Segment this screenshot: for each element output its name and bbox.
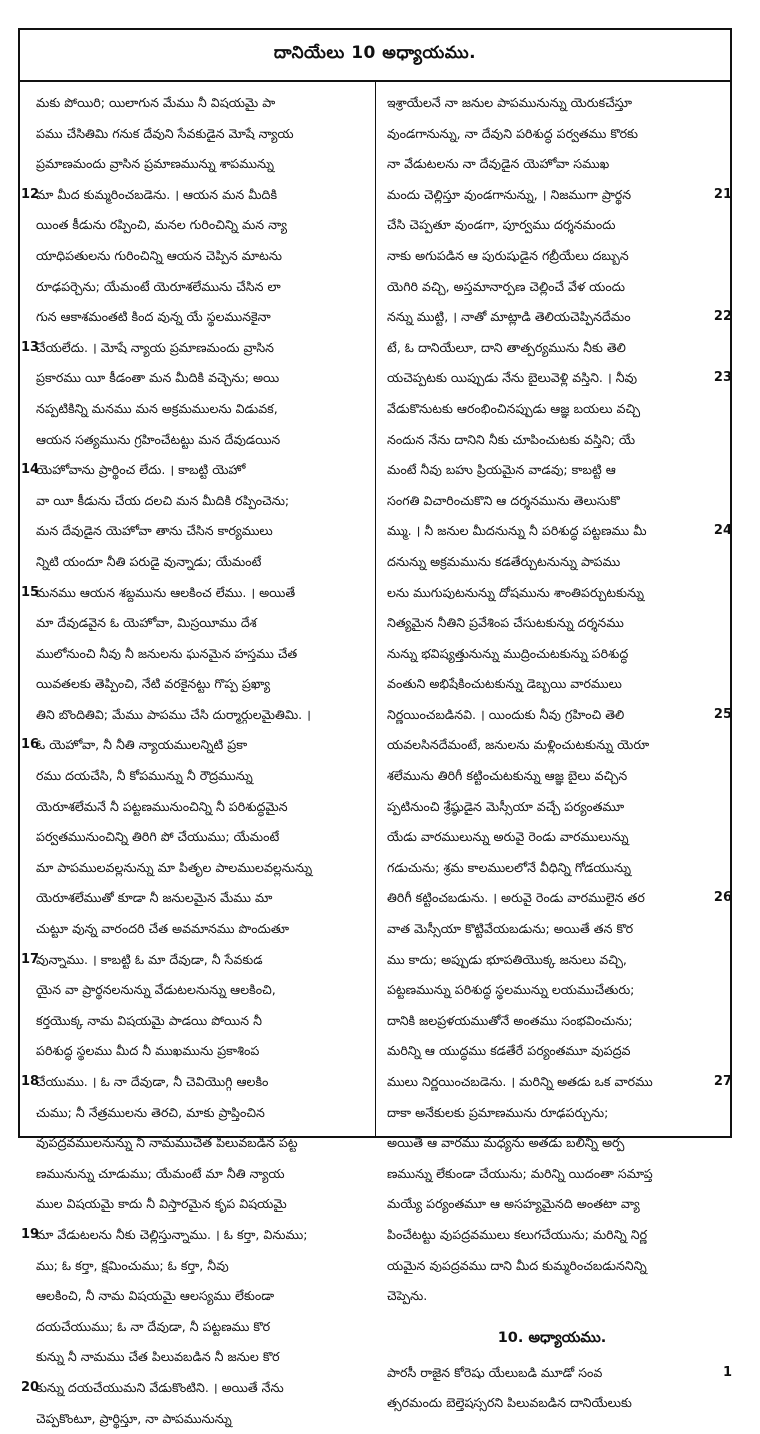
verse-number: 15 — [21, 584, 40, 600]
line-text: యచెప్పటకు యిప్పుడు నేను బైలువెళ్లి వస్తిని. । నీవు — [387, 370, 638, 386]
line-text: మా వేడుటలను నీకు చెల్లిస్తున్నాము. । ఓ కర్తా, వినుము; — [36, 1226, 308, 1242]
line-text: వంతుని అభిషేకించుటకున్ను డెబ్బయి వారములు — [387, 676, 622, 692]
verse-number: 13 — [21, 339, 40, 355]
verse-number: 18 — [21, 1074, 40, 1089]
line-text: వేడుకొనుటకు ఆరంభించినప్పుడు ఆజ్ఞ బయలు వచ్చి — [387, 400, 641, 416]
text-line — [387, 578, 717, 609]
line-text: చెప్పకొంటూ, ప్రార్థిస్తూ, నా పాపమునున్ను — [36, 1410, 232, 1426]
line-text: ప్రమాణమందు వ్రాసిన ప్రమాణమున్ను శాపమున్ను — [36, 156, 274, 172]
line-text: సంగతి విచారించుకొని ఆ దర్శనమును తెలుసుకొ — [387, 492, 620, 508]
line-text: మనము ఆయన శబ్దమును ఆలకించ లేము. । అయితే — [36, 584, 296, 600]
line-text: ఓ యెహోవా, నీ నీతి న్యాయములన్నిటి ప్రకా — [36, 737, 248, 753]
text-line — [21, 180, 367, 211]
text-line — [36, 822, 367, 853]
line-text: టే, ఓ దానియేలూ, దాని తాత్పర్యమును నీకు తెలి — [387, 339, 626, 355]
verse-number: 19 — [21, 1226, 40, 1242]
text-line — [36, 914, 367, 945]
line-text: ము కాదు; అప్పుడు భూపతియొక్క జనులు వచ్చి, — [387, 951, 627, 967]
text-line — [36, 1098, 367, 1129]
text-line — [387, 669, 717, 700]
line-text: తిరిగీ కట్టించబడును. । అరువై రెండు వారములైన తర — [387, 890, 645, 906]
text-line — [36, 1312, 367, 1343]
line-text: గున ఆకాశమంతటి కింద వున్న యే స్థలమునకైనా — [36, 309, 271, 325]
text-line — [387, 88, 717, 119]
line-text: ణమునున్ను చూడుము; యేమంటే మా నీతి న్యాయ — [36, 1165, 285, 1181]
text-line — [387, 975, 717, 1006]
text-line — [36, 1281, 367, 1312]
line-text: యెగిరి వచ్చి, అస్తమానార్పణ చెల్లించే వేళ యందు — [387, 278, 625, 294]
text-line — [36, 1006, 367, 1037]
text-line — [387, 241, 717, 272]
text-line — [36, 394, 367, 425]
text-line — [387, 180, 732, 211]
verse-number: 26 — [713, 890, 732, 906]
line-text: నప్పటికిన్ని మనము మన అక్రమములను విడువక, — [36, 400, 278, 416]
page-frame — [18, 28, 732, 1426]
line-text: మందు చెల్లిస్తూ వుండగానున్ను, । నిజముగా ప్రార్థన — [387, 186, 632, 202]
text-line — [387, 1220, 717, 1251]
line-text: చేయలేదు. । మోషే న్యాయ ప్రమాణమందు వ్రాసిన — [36, 339, 274, 355]
text-line — [387, 1006, 717, 1037]
line-text: వాత మెస్సీయా కొట్టివేయబడును; అయితే తన కొర — [387, 921, 634, 937]
line-text: లను ముగుపుటనున్ను దోషమును శాంతిపర్చుటకున్ను — [387, 584, 645, 600]
line-text: చుట్టూ వున్న వారందరి చేత అవమానము పొందుతూ — [36, 921, 290, 937]
line-text: పరిశుద్ధ స్థలము మీద నీ ముఖమును ప్రకాశింప — [36, 1043, 260, 1059]
text-line — [36, 1036, 367, 1067]
line-text: యెరూశలేమనే నీ పట్టణమునుంచిన్ని నీ పరిశుద్ధమైన — [36, 798, 288, 814]
line-text: మయ్యే పర్యంతమూ ఆ అసహ్యమైనది అంతటా వ్యా — [387, 1196, 640, 1212]
text-line — [36, 210, 367, 241]
line-text: మా మీద కుమ్మరించబడెను. । ఆయన మన మీదికి — [36, 186, 278, 202]
line-text: యమైన వుపద్రవము దాని మీద కుమ్మరించబడుననిన్ని — [387, 1257, 647, 1273]
text-line — [36, 1189, 367, 1220]
two-column-body — [20, 82, 732, 1426]
text-line — [36, 1342, 367, 1373]
line-text: రము దయచేసి, నీ కోపమున్ను నీ రౌద్రమున్ను — [36, 768, 253, 784]
text-line — [387, 1251, 717, 1282]
line-text: ఇశ్రాయేలనే నా జనుల పాపమునున్ను యెరుకచేస్తూ — [387, 95, 633, 110]
line-text: వున్నాము. । కాబట్టి ఓ మా దేవుడా, నీ సేవకుడ — [36, 951, 263, 967]
line-text: యింత కీడును రప్పించి, మనల గురించిన్ని మన న్యా — [36, 217, 288, 233]
verse-number: 27 — [713, 1074, 732, 1089]
line-text: ఆయన సత్యమును గ్రహించేటట్టు మన దేవుడయిన — [36, 431, 281, 447]
text-line — [36, 1159, 367, 1190]
text-line — [36, 363, 367, 394]
line-text: మా పాపములవల్లనున్ను మా పితృల పాలములవల్లనున్ను — [36, 859, 313, 875]
text-line — [387, 700, 732, 731]
line-text: పము చేసితిమి గనుక దేవుని సేవకుడైన మోషే న్యాయ — [36, 125, 294, 141]
text-line — [36, 241, 367, 272]
line-text: ప్పటినుంచి శ్రేష్ఠుడైన మెస్సీయా వచ్చే పర్యంతమూ — [387, 798, 625, 814]
line-text: వుండగానున్ను, నా దేవుని పరిశుద్ధ పర్వతము కొరకు — [387, 125, 638, 141]
text-line — [387, 792, 717, 823]
text-line — [387, 363, 732, 394]
text-line — [387, 1098, 717, 1129]
text-line — [387, 302, 732, 333]
text-line — [36, 302, 367, 333]
verse-number: 12 — [21, 186, 40, 202]
text-line — [36, 547, 367, 578]
line-text: చేయుము. । ఓ నా దేవుడా, నీ చెవియొగ్గి ఆలకిం — [36, 1074, 269, 1089]
line-text: ప్రకారము యీ కీడంతా మన మీదికి వచ్చెను; అయి — [36, 370, 280, 386]
text-line — [387, 730, 717, 761]
verse-number: 1 — [722, 1364, 732, 1380]
text-line — [387, 761, 717, 792]
text-line — [36, 975, 367, 1006]
text-line — [387, 1388, 717, 1419]
text-line — [387, 883, 732, 914]
line-text: మా దేవుడవైన ఓ యెహోవా, మిస్రయీము దేశ — [36, 615, 257, 631]
verse-number: 25 — [713, 706, 732, 722]
text-line — [36, 608, 367, 639]
text-line — [21, 578, 367, 609]
line-text: నందున నేను దానిని నీకు చూపించుటకు వస్తిని; యే — [387, 431, 636, 447]
line-text: మ్ము. । నీ జనుల మీదనున్ను నీ పరిశుద్ధ పట్టణము మీ — [387, 523, 647, 539]
right-column-lines — [387, 88, 732, 1312]
line-text: మంటే నీవు బహు ప్రియమైన వాడవు; కాబట్టి ఆ — [387, 462, 616, 478]
text-line — [36, 486, 367, 517]
line-text: కున్ను దయచేయుమని వేడుకొంటిని. । అయితే నేను — [36, 1379, 284, 1395]
text-line — [387, 1036, 717, 1067]
line-text: నున్ను భవిష్యత్తునున్ను ముద్రించుటకున్ను పరిశుద్ధ — [387, 645, 629, 661]
line-text: నన్ను ముట్టి, । నాతో మాట్లాడి తెలియచెప్పినదేమం — [387, 309, 631, 325]
text-line — [387, 1189, 717, 1220]
verse-number: 16 — [21, 737, 40, 753]
line-text: యెహోవాను ప్రార్థించ లేదు. । కాబట్టి యెహో — [36, 462, 246, 478]
line-text: వా యీ కీడును చేయ దలచి మన మీదికి రప్పించెను; — [36, 492, 290, 508]
text-line — [36, 853, 367, 884]
text-line — [387, 486, 717, 517]
line-text: యేడు వారములున్ను అరువై రెండు వారములున్ను — [387, 829, 629, 845]
line-text: నిర్ణయించబడినవి. । యిందుకు నీవు గ్రహించి తెలి — [387, 706, 625, 722]
text-line — [36, 792, 367, 823]
text-line — [387, 914, 717, 945]
text-line — [36, 1404, 367, 1434]
line-text: రూఢపర్చెను; యేమంటే యెరూశలేమును చేసిన లా — [36, 278, 281, 294]
text-line — [36, 425, 367, 456]
text-line — [387, 1281, 717, 1312]
text-line — [387, 1159, 717, 1190]
text-line — [387, 608, 717, 639]
text-line — [36, 639, 367, 670]
text-line — [387, 945, 717, 976]
text-line — [21, 1373, 367, 1404]
line-text: చెప్పెను. — [387, 1288, 428, 1304]
line-text: వుపద్రవములనున్ను నీ నామముచేత పిలువబడిన పట్ట — [36, 1135, 298, 1151]
line-text: యైన వా ప్రార్థనలనున్ను వేడుటలనున్ను ఆలకించి, — [36, 982, 276, 998]
line-text: ముల విషయమై కాదు నీ విస్తారమైన కృప విషయమై — [36, 1196, 287, 1212]
text-line — [36, 700, 367, 731]
line-text: చుము; నీ నేత్రములను తెరచి, మాకు ప్రాప్తించిన — [36, 1104, 265, 1120]
line-text: పారసీ రాజైన కోరెషు యేలుబడి మూడో సంవ — [387, 1364, 603, 1380]
line-text: గడుచును; శ్రమ కాలములలోనే వీధిన్ని గోడయున్ను — [387, 859, 631, 875]
text-line — [36, 761, 367, 792]
text-line — [21, 333, 367, 364]
right-column — [377, 82, 733, 1411]
text-line — [36, 883, 367, 914]
text-line — [387, 149, 717, 180]
page-title: దానియేలు 10 అధ్యాయము. — [273, 43, 477, 63]
line-text: కున్ను నీ నామము చేత పిలువబడిన నీ జనుల కొర — [36, 1349, 280, 1365]
text-line — [21, 945, 367, 976]
text-line — [387, 455, 717, 486]
text-line — [36, 272, 367, 303]
text-line — [36, 669, 367, 700]
line-text: దయచేయుము; ఓ నా దేవుడా, నీ పట్టణము కొర — [36, 1318, 271, 1334]
line-text: ములోనుంచి నీవు నీ జనులను ఘనమైన హస్తము చేత — [36, 645, 298, 661]
verse-number: 17 — [21, 951, 40, 967]
text-line — [387, 639, 717, 670]
text-line — [21, 1067, 367, 1098]
verse-number: 20 — [21, 1379, 40, 1395]
line-text: దానికి జలప్రళయముతోనే అంతము సంభవించును; — [387, 1012, 633, 1028]
line-text: శలేమును తిరిగీ కట్టించుటకున్ను ఆజ్ఞ బైలు వచ్చిన — [387, 768, 628, 784]
line-text: నా వేడుటలను నా దేవుడైన యెహోవా సముఖ — [387, 156, 610, 172]
text-line — [36, 516, 367, 547]
line-text: ము; ఓ కర్తా, క్షమించుము; ఓ కర్తా, నీవు — [36, 1257, 229, 1273]
text-line — [387, 853, 717, 884]
line-text: పర్వతమునుంచిన్ని తిరిగి పో చేయుము; యేమంటే — [36, 829, 280, 845]
line-text: మకు పోయిరి; యిలాగున మేము నీ విషయమై పా — [36, 95, 276, 110]
line-text: యాధిపతులను గురించిన్ని ఆయన చెప్పిన మాటను — [36, 247, 283, 263]
text-line — [387, 394, 717, 425]
text-line — [387, 119, 717, 150]
line-text: తిని బొందితివి; మేము పాపము చేసి దుర్మార్గులమైతిమి. । — [36, 706, 311, 722]
text-line — [387, 425, 717, 456]
line-text: పట్టణమున్ను పరిశుద్ధ స్థలమున్ను లయముచేతురు; — [387, 982, 635, 998]
verse-number: 21 — [713, 186, 732, 202]
verse-number: 14 — [21, 462, 40, 478]
verse-number: 22 — [713, 309, 732, 325]
text-line — [387, 547, 717, 578]
text-line — [387, 822, 717, 853]
line-text: ణమున్ను లేకుండా చేయును; మరిన్ని యిదంతా సమాప్త — [387, 1165, 653, 1181]
text-line — [36, 1128, 367, 1159]
text-line — [36, 119, 367, 150]
text-line — [21, 1220, 367, 1251]
line-text: అయితే ఆ వారము మధ్యను అతడు బలిన్ని అర్ప — [387, 1135, 625, 1151]
text-line — [21, 455, 367, 486]
line-text: దనున్ను అక్రమమును కడతేర్చుటనున్ను పాపము — [387, 553, 621, 569]
text-line — [387, 272, 717, 303]
line-text: త్సరమందు బెల్తెషస్సరని పిలువబడిన దానియేలుకు — [387, 1395, 632, 1411]
verse-number: 24 — [713, 523, 732, 539]
text-line — [387, 1358, 732, 1389]
verse-number: 23 — [713, 370, 732, 386]
text-line — [387, 1067, 732, 1098]
right-column-after-lines — [387, 1358, 732, 1419]
line-text: దాకా అనేకులకు ప్రమాణమును రూఢపర్చును; — [387, 1104, 609, 1120]
line-text: ములు నిర్ణయించబడెను. । మరిన్ని అతడు ఒక వారము — [387, 1074, 653, 1089]
text-line — [387, 333, 717, 364]
text-line — [21, 730, 367, 761]
line-text: చేసి చెప్పతూ వుండగా, పూర్వము దర్శనమందు — [387, 217, 616, 233]
line-text: ఆలకించి, నీ నామ విషయమై ఆలస్యము లేకుండా — [36, 1288, 275, 1304]
line-text: పించేటట్టు వుపద్రవములు కలుగచేయును; మరిన్ని నిర్ణ — [387, 1226, 648, 1242]
text-line — [387, 210, 717, 241]
line-text: నాకు అగుపడిన ఆ పురుషుడైన గబ్రీయేలు దబ్బున — [387, 247, 629, 263]
page-header — [20, 30, 730, 82]
left-column — [20, 82, 376, 1426]
text-line — [36, 1251, 367, 1282]
text-line — [36, 88, 367, 119]
line-text: యవలసినదేమంటే, జనులను మళ్లించుటకున్ను యెరూ — [387, 737, 650, 753]
line-text: న్నిటి యందూ నీతి పరుడై వున్నాడు; యేమంటే — [36, 553, 262, 569]
text-line — [387, 1128, 717, 1159]
text-line — [36, 149, 367, 180]
line-text: యివతలకు తెప్పించి, నేటి వరకైనట్టు గొప్ప ప్రఖ్యా — [36, 676, 271, 692]
line-text: నిత్యమైన నీతిని ప్రవేశింప చేసుటకున్ను దర్శనము — [387, 615, 624, 631]
text-line — [387, 516, 732, 547]
line-text: కర్తయొక్క నామ విషయమై పాడయి పోయిన నీ — [36, 1012, 262, 1028]
line-text: మన దేవుడైన యెహోవా తాను చేసిన కార్యములు — [36, 523, 273, 539]
line-text: యెరూశలేముతో కూడా నీ జనులమైన మేము మా — [36, 890, 273, 906]
line-text: మరిన్ని ఆ యుద్ధము కడతేరే పర్యంతమూ వుపద్రవ — [387, 1043, 631, 1059]
section-heading: 10. అధ్యాయము. — [497, 1329, 607, 1346]
